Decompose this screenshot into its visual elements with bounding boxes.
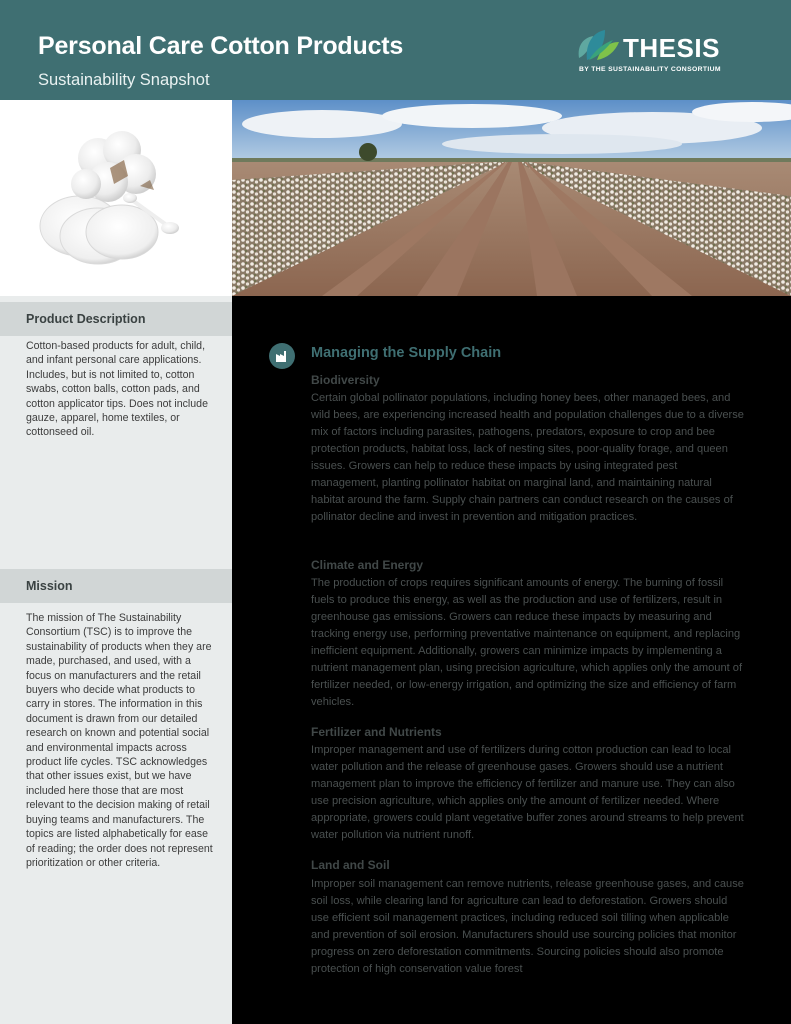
mission-text: The mission of The Sustainability Consortium (TSC) is to improve the sustainability of products when they are made, purchased, and used, with a focus on manufacturers and the retail buyers who decide what products to carry in stores. The information in this document is drawn from our detailed research on known and potential social and environmental impacts across product life cycles. TSC acknowledges that other issues exist, but we have included here those that are most relevant to the decision making of retail buying teams and manufacturers. The topics are listed alphabetically for ease of reading; the order does not represent prioritization or other criteria. bbox=[26, 612, 213, 869]
cotton-field-photo bbox=[232, 100, 791, 296]
header-banner bbox=[0, 0, 791, 100]
supply-chain-title: Managing the Supply Chain bbox=[311, 345, 502, 361]
sidebar bbox=[0, 296, 232, 1024]
logo-tagline: BY THE SUSTAINABILITY CONSORTIUM bbox=[579, 66, 721, 73]
section-text: Improper soil management can remove nutrients, release greenhouse gases, and cause soil loss, while clearing land for agriculture can lead to deforestation. Growers should use efficient soil management practices, including reduced soil tilling when applicable and prevention of soil erosion. Manufacturers should use sourcing policies that monitor progress on zero deforestation commitments. Sourcing policies should also promote protection of high conservation value forest bbox=[311, 878, 744, 975]
product-description-heading: Product Description bbox=[26, 312, 146, 326]
cotton-product-photo bbox=[0, 100, 232, 296]
logo-wordmark: THESIS bbox=[623, 33, 720, 63]
mission-heading-bar bbox=[0, 569, 232, 603]
leaf-logo-icon bbox=[575, 28, 621, 64]
section-heading: Biodiversity bbox=[311, 373, 380, 387]
section-heading: Land and Soil bbox=[311, 858, 390, 872]
factory-icon bbox=[269, 343, 295, 369]
thesis-logo bbox=[575, 26, 745, 76]
page-title: Personal Care Cotton Products bbox=[38, 32, 404, 60]
section-text: Certain global pollinator populations, including honey bees, other managed bees, and wild bees, are experiencing increased health and population challenges due to a diverse mix of factors including parasites, pathogens, predators, exposure to crop and bee protection products, habitat loss, lack of nesting sites, poor-quality forage, and queen issues. Growers can help to reduce these impacts by using integrated pest management, planting pollinator habitat on marginal land, and maintaining natural habitat around the farm. Supply chain partners can conduct research on the causes of pollinator decline and invest in prevention and mitigation practices. bbox=[311, 392, 744, 523]
product-description-text: Cotton-based products for adult, child, and infant personal care applications. Includes, but is not limited to, cotton swabs, cotton balls, cotton pads, and cotton applicator tips. Does not include gauze, apparel, home textiles, or cottonseed oil. bbox=[26, 340, 208, 439]
main-content bbox=[232, 296, 791, 1024]
section-heading: Climate and Energy bbox=[311, 558, 424, 572]
page-subtitle: Sustainability Snapshot bbox=[38, 71, 210, 89]
section-text: Improper management and use of fertilizers during cotton production can lead to local water pollution and the release of greenhouse gases. Growers should use a nutrient management plan to improve the efficiency of fertilizer and manure use. They can also use precision agriculture, which applies only the amount of fertilizer needed. Where appropriate, growers could plant vegetative buffer zones around streams to help prevent water pollution via nutrient runoff. bbox=[311, 744, 744, 841]
product-description-heading-bar bbox=[0, 302, 232, 336]
section-heading: Fertilizer and Nutrients bbox=[311, 725, 442, 739]
mission-heading: Mission bbox=[26, 579, 73, 593]
section-text: The production of crops requires significant amounts of energy. The burning of fossil fuels to produce this energy, as well as the production and use of fertilizers, result in greenhouse gas emissions. Growers can reduce these impacts by measuring and tracking energy use, performing preventative maintenance on equipment, and replacing inefficient equipment. Additionally, growers can minimize impacts by implementing a nutrient management plan, using precision agriculture, which applies only the amount of fertilizer needed, or low-energy irrigation, and optimizing the size and efficiency of farm vehicles. bbox=[311, 577, 743, 708]
